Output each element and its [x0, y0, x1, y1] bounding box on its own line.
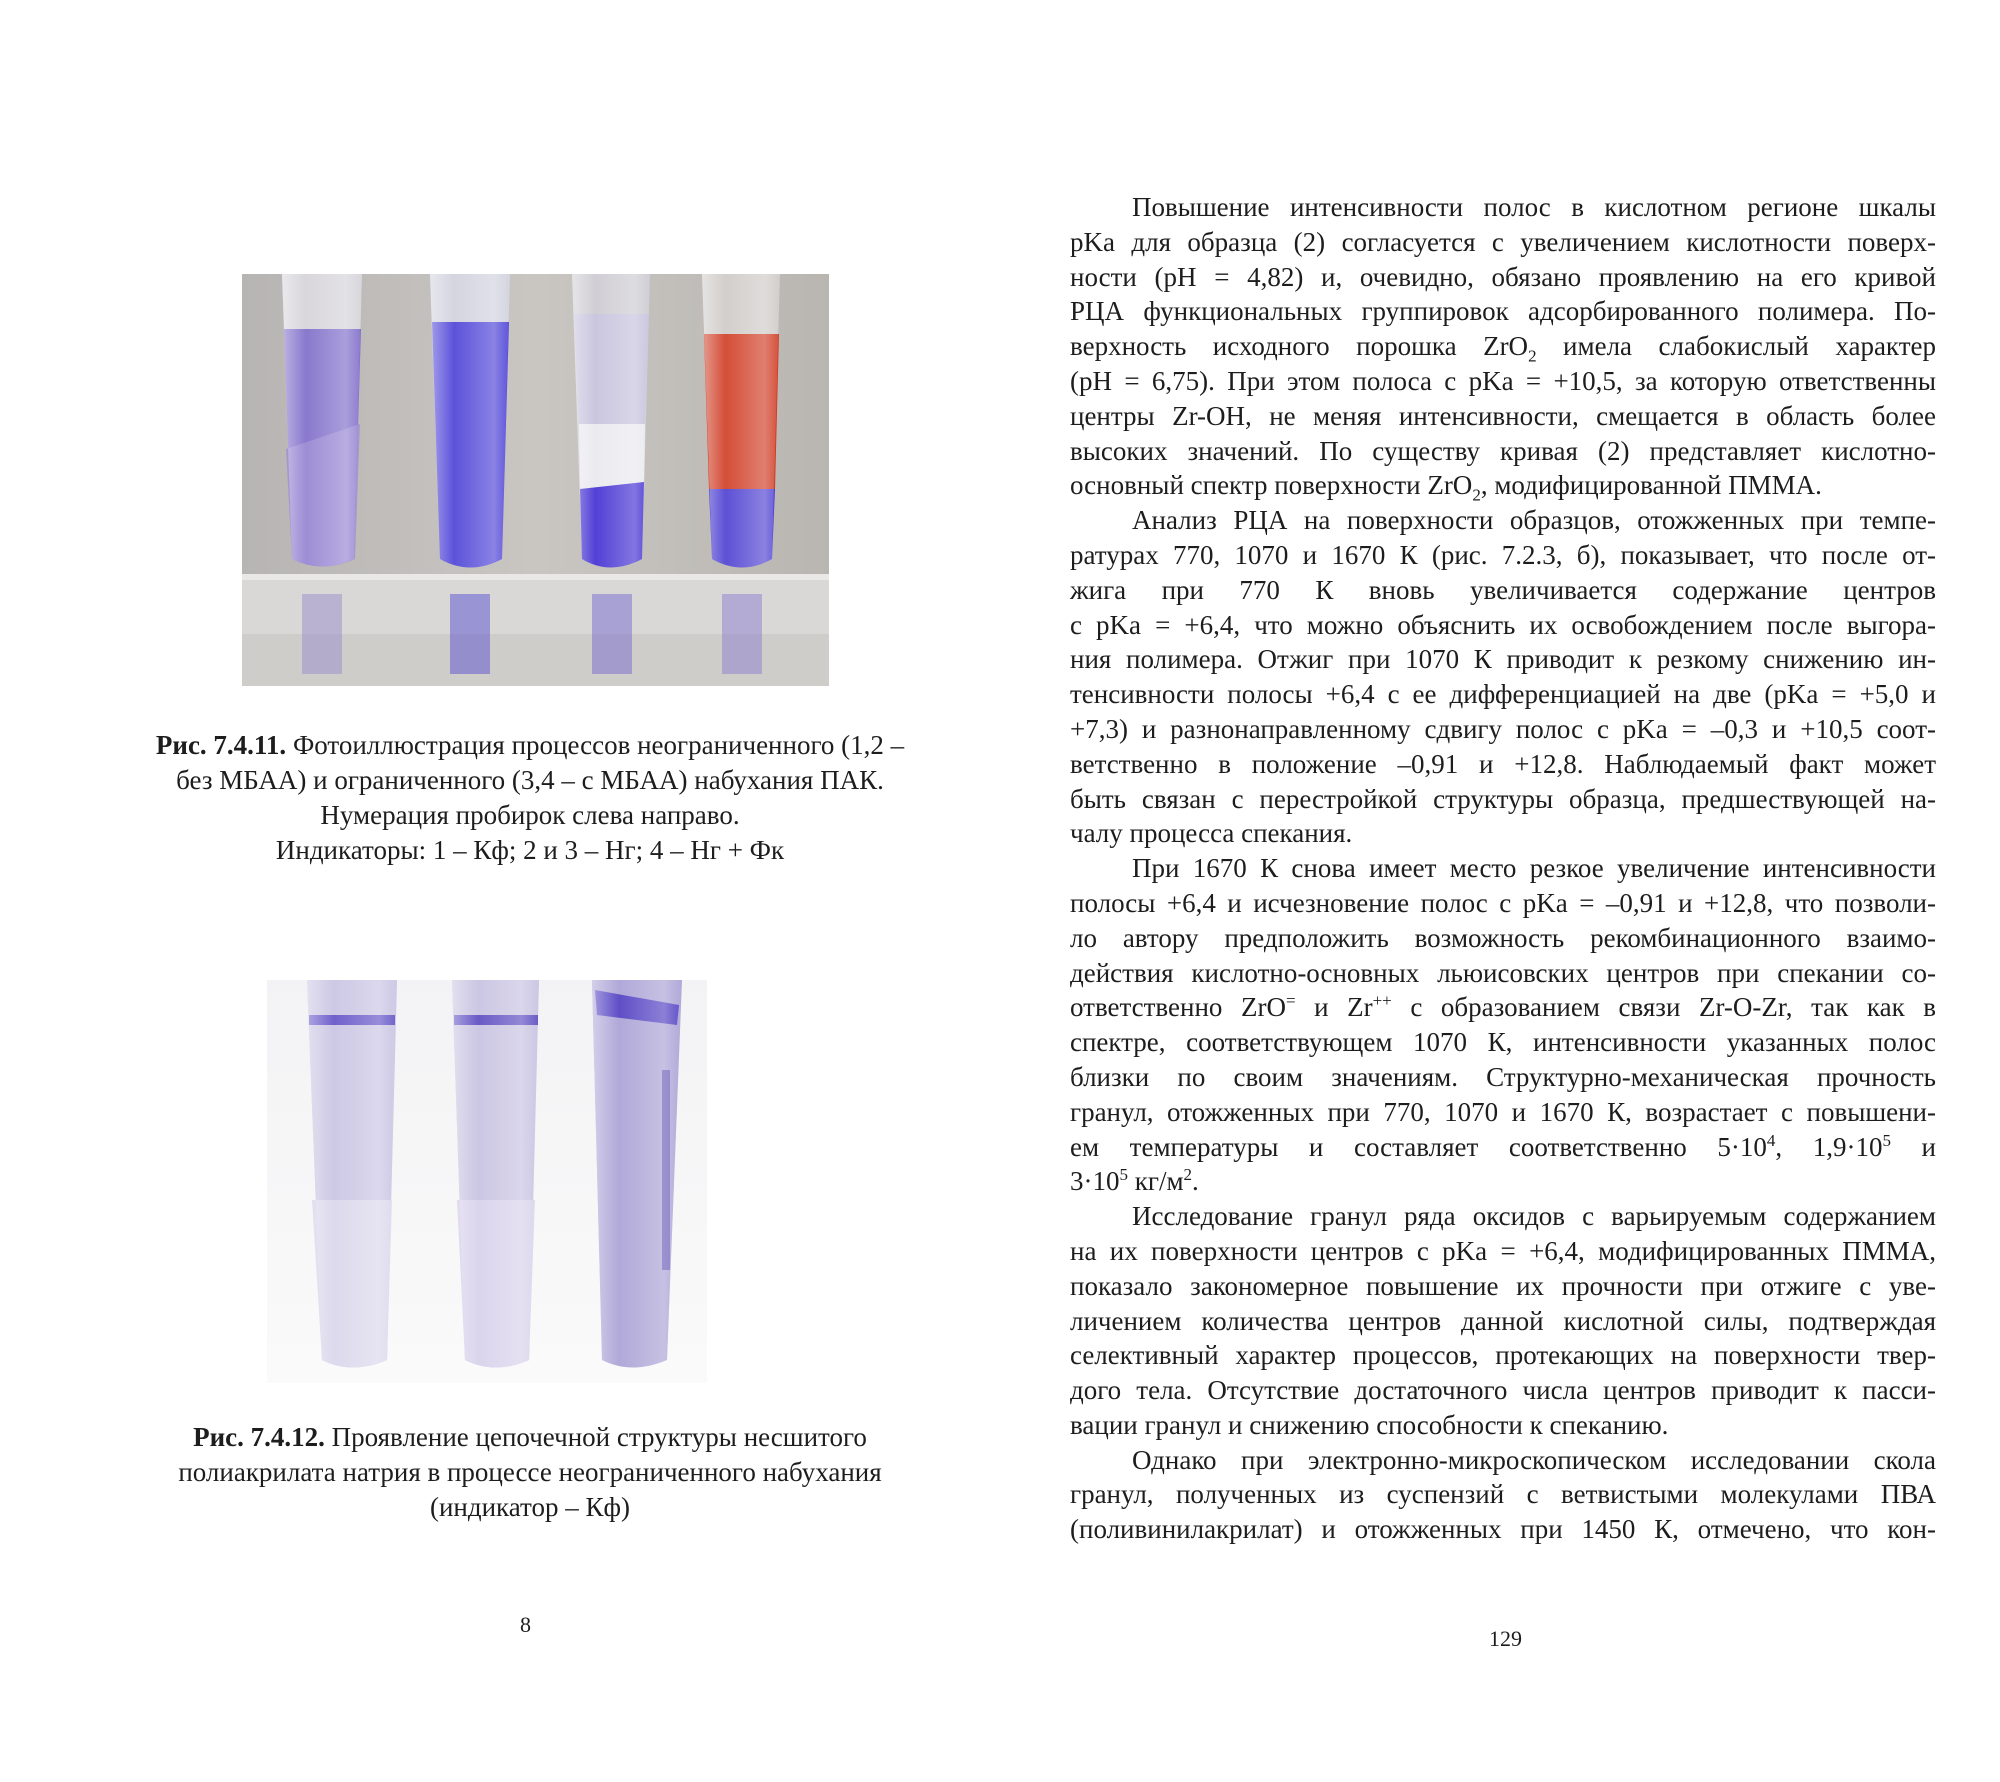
body-line	[1070, 1373, 1936, 1408]
body-line-text: дого тела. Отсутствие достаточного числа центров приводит к пасси-	[1070, 1375, 1936, 1406]
body-line-text: спектре, соответствующем 1070 К, интенсивности указанных полос	[1070, 1027, 1936, 1058]
body-line	[1070, 1130, 1936, 1165]
body-line-text: действия кислотно-основных льюисовских центров при спекании со-	[1070, 957, 1936, 988]
body-line	[1070, 782, 1936, 817]
body-line-text: (pH = 6,75). При этом полоса с pKa = +10,5, за которую ответственны	[1070, 365, 1936, 396]
body-line	[1070, 747, 1936, 782]
body-line-text: ло автору предположить возможность рекомбинационного взаимо-	[1070, 922, 1936, 953]
body-line-text: ности (pH = 4,82) и, очевидно, обязано проявлению на его кривой	[1070, 261, 1936, 292]
test-tubes-image-2	[267, 980, 707, 1383]
body-line-text: гранул, отожженных при 770, 1070 и 1670 К, возрастает с повышени-	[1070, 1096, 1936, 1127]
body-line	[1070, 399, 1936, 434]
figure-2-label: Рис. 7.4.12.	[193, 1422, 325, 1452]
body-line-text: +7,3) и разнонаправленному сдвигу полос с pKa = –0,3 и +10,5 соот-	[1070, 713, 1936, 744]
body-line	[1070, 1512, 1936, 1547]
body-line-text: Исследование гранул ряда оксидов с варьируемым содержанием	[1132, 1201, 1936, 1232]
body-line	[1070, 1408, 1936, 1443]
body-line	[1070, 260, 1936, 295]
body-line-text: центры Zr-OH, не меняя интенсивности, смещается в область более	[1070, 400, 1936, 431]
body-line	[1070, 816, 1936, 851]
body-line	[1070, 329, 1936, 364]
body-line	[1070, 990, 1936, 1025]
body-line	[1070, 190, 1936, 225]
body-line-text: гранул, полученных из суспензий с ветвистыми молекулами ПВА	[1070, 1479, 1936, 1510]
body-line-text: имела слабокислый характер	[1536, 331, 1936, 362]
figure-1-caption-line-3: Нумерация пробирок слева направо.	[320, 800, 740, 830]
body-line	[1070, 1234, 1936, 1269]
body-line	[1070, 886, 1936, 921]
body-line	[1070, 573, 1936, 608]
body-line-text: Анализ РЦА на поверхности образцов, отожженных при темпе-	[1132, 505, 1936, 536]
body-line-text: 3·10	[1070, 1166, 1120, 1197]
body-line-text: и	[1890, 1131, 1936, 1162]
body-line	[1070, 1095, 1936, 1130]
body-line-text: ратурах 770, 1070 и 1670 К (рис. 7.2.3, б), показывает, что после от-	[1070, 539, 1936, 570]
body-line-text: pKa для образца (2) согласуется с увеличением кислотности поверх-	[1070, 226, 1936, 257]
body-line	[1070, 225, 1936, 260]
body-line-text: и Zr	[1295, 992, 1373, 1023]
body-line-text: с pKa = +6,4, что можно объяснить их освобождением после выгора-	[1070, 609, 1936, 640]
superscript: 5	[1882, 1130, 1891, 1150]
body-line	[1070, 1025, 1936, 1060]
body-line	[1070, 642, 1936, 677]
body-line-text: ем температуры и составляет соответственно 5·10	[1070, 1131, 1767, 1162]
body-line-text: кг/м	[1128, 1166, 1184, 1197]
body-line-text: При 1670 К снова имеет место резкое увеличение интенсивности	[1132, 853, 1936, 884]
body-line	[1070, 1304, 1936, 1339]
body-line-text: , 1,9·10	[1775, 1131, 1883, 1162]
body-line-text: РЦА функциональных группировок адсорбированного полимера. По-	[1070, 296, 1936, 327]
body-line	[1070, 364, 1936, 399]
body-line	[1070, 1443, 1936, 1478]
body-line-text: на их поверхности центров с pKa = +6,4, модифицированных ПММА,	[1070, 1235, 1936, 1266]
test-tubes-image-1	[242, 274, 829, 686]
body-line	[1070, 1269, 1936, 1304]
superscript: =	[1285, 991, 1296, 1011]
superscript: 4	[1766, 1130, 1776, 1150]
figure-1-label: Рис. 7.4.11.	[155, 730, 287, 760]
body-line	[1070, 1477, 1936, 1512]
body-line-text: близки по своим значениям. Структурно-механическая прочность	[1070, 1061, 1936, 1092]
body-line	[1070, 677, 1936, 712]
body-line-text: высоких значений. По существу кривая (2) представляет кислотно-	[1070, 435, 1936, 466]
figure-2-caption-line-2: полиакрилата натрия в процессе неограниченного набухания	[178, 1457, 882, 1487]
body-line-text: полосы +6,4 и исчезновение полос с pKa = –0,91 и +12,8, что позволи-	[1070, 887, 1936, 918]
figure-1-caption-line-2: без МБАА) и ограниченного (3,4 – с МБАА) набухания ПАК.	[176, 765, 884, 795]
body-line-text: тенсивности полосы +6,4 с ее дифференциацией на две (pKa = +5,0 и	[1070, 679, 1936, 710]
body-line	[1070, 538, 1936, 573]
body-line	[1070, 294, 1936, 329]
body-line-text: вации гранул и снижению способности к спеканию.	[1070, 1409, 1669, 1440]
body-line-text: личением количества центров данной кислотной силы, подтверждая	[1070, 1305, 1936, 1336]
body-line-text: быть связан с перестройкой структуры образца, предшествующей на-	[1070, 783, 1936, 814]
body-line-text: Повышение интенсивности полос в кислотном регионе шкалы	[1132, 192, 1936, 222]
superscript: 5	[1119, 1165, 1128, 1185]
body-line-text: показало закономерное повышение их прочности при отжиге с уве-	[1070, 1270, 1936, 1301]
body-line	[1070, 1060, 1936, 1095]
left-page-number: 8	[520, 1612, 531, 1637]
body-line	[1070, 434, 1936, 469]
body-line	[1070, 1199, 1936, 1234]
subscript: 2	[1528, 346, 1537, 366]
figure-1-caption	[100, 728, 960, 868]
body-line-text: .	[1192, 1166, 1199, 1197]
body-line	[1070, 608, 1936, 643]
body-line	[1070, 956, 1936, 991]
body-line-text: (поливинилакрилат) и отожженных при 1450 К, отмечено, что кон-	[1070, 1514, 1936, 1545]
body-line	[1070, 851, 1936, 886]
body-line	[1070, 1164, 1936, 1199]
figure-2-caption	[100, 1420, 960, 1525]
body-line-text: чалу процесса спекания.	[1070, 818, 1353, 849]
body-line	[1070, 468, 1936, 503]
body-line-text: жига при 770 К вновь увеличивается содержание центров	[1070, 574, 1936, 605]
body-line-text: , модифицированной ПММА.	[1480, 470, 1822, 501]
body-line-text: ния полимера. Отжиг при 1070 К приводит к резкому снижению ин-	[1070, 644, 1936, 675]
subscript: 2	[1472, 485, 1481, 505]
body-line-text: Однако при электронно-микроскопическом исследовании скола	[1132, 1444, 1936, 1475]
body-line-text: основный спектр поверхности ZrO	[1070, 470, 1473, 501]
figure-1-caption-line-4: Индикаторы: 1 – Кф; 2 и 3 – Нг; 4 – Нг + Фк	[275, 835, 785, 865]
test-tubes-photo-1	[242, 274, 829, 686]
superscript: ++	[1372, 991, 1392, 1011]
right-page-number: 129	[1489, 1626, 1522, 1651]
test-tubes-photo-2	[267, 980, 707, 1383]
body-line	[1070, 503, 1936, 538]
body-text	[1070, 190, 1936, 1547]
body-line-text: ветственно в положение –0,91 и +12,8. Наблюдаемый факт может	[1070, 748, 1936, 779]
body-line-text: ответственно ZrO	[1070, 992, 1286, 1023]
right-page	[1000, 0, 2000, 1782]
superscript: 2	[1183, 1165, 1193, 1185]
body-line	[1070, 921, 1936, 956]
body-line-text: с образованием связи Zr-O-Zr, так как в	[1391, 992, 1936, 1023]
body-line	[1070, 1338, 1936, 1373]
figure-2-caption-line-3: (индикатор – Кф)	[429, 1492, 630, 1522]
figure-1-caption-line-1: Фотоиллюстрация процессов неограниченного (1,2 –	[286, 730, 905, 760]
body-line-text: верхность исходного порошка ZrO	[1070, 331, 1529, 362]
body-line-text: селективный характер процессов, протекающих на поверхности твер-	[1070, 1340, 1936, 1371]
figure-2-caption-line-1: Проявление цепочечной структуры несшитого	[324, 1422, 867, 1452]
body-line	[1070, 712, 1936, 747]
